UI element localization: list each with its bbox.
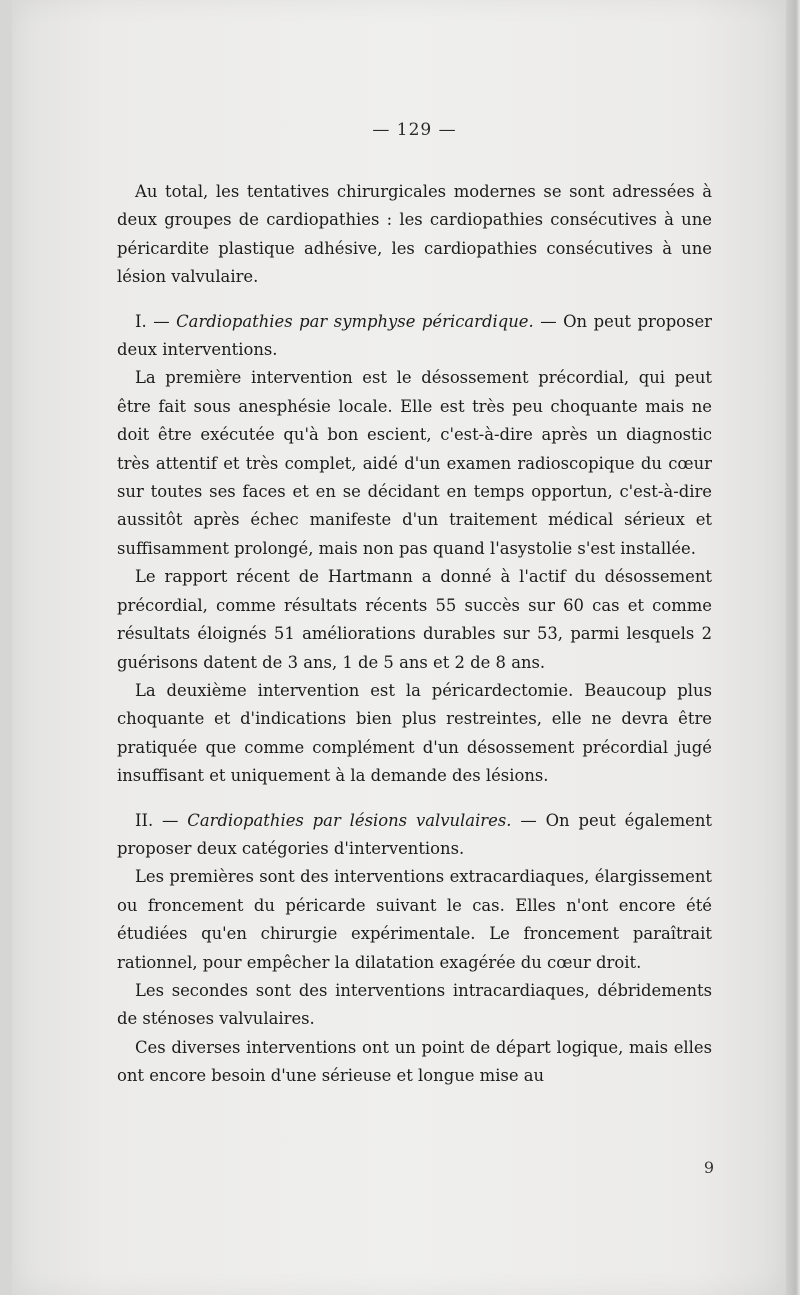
section-1-number: I. —	[135, 311, 177, 331]
section-2-lead: — On peut également proposer deux catégories d'interventions.	[117, 810, 712, 858]
paragraph-second-intervention: La deuxième intervention est la péricardectomie. Beaucoup plus choquante et d'indications bien plus restreintes, elle ne devra être pratiquée que comme complément d'un désossement précordial jugé insuffisant et uniquement à la demande des lésions.	[117, 680, 712, 786]
section-heading-1	[117, 308, 712, 365]
section-1-lead: — On peut proposer deux interventions.	[117, 311, 712, 360]
paragraph-first-intervention: La première intervention est le désossement précordial, qui peut être fait sous anesphésie locale. Elle est très peu choquante mais ne doit être exécutée qu'à bon escient, c'est-à-dire après un diagnostic très attentif et très complet, aidé d'un examen radioscopique du cœur sur toutes ses faces et en se décidant en temps opportun, c'est-à-dire aussitôt après échec manifeste d'un traitement médical sérieux et suffisamment prolongé, mais non pas quand l'asystolie s'est installée.	[117, 368, 712, 558]
section-2-title: Cardiopathies par lésions valvulaires.	[187, 810, 512, 830]
paragraph-conclusion: Ces diverses interventions ont un point de départ logique, mais elles ont encore besoin d'une sérieuse et longue mise au	[117, 1037, 712, 1086]
section-heading-2	[117, 807, 712, 864]
paragraph-hartmann-report: Le rapport récent de Hartmann a donné à l'actif du désossement précordial, comme résultats récents 55 succès sur 60 cas et comme résultats éloignés 51 améliorations durables sur 53, parmi lesquels 2 guérisons datent de 3 ans, 1 de 5 ans et 2 de 8 ans.	[117, 567, 712, 672]
page-number: — 129 —	[372, 120, 457, 140]
section-2-number: II. —	[135, 810, 188, 830]
section-1-title: Cardiopathies par symphyse péricardique.	[176, 311, 534, 331]
paragraph-intracardiac: Les secondes sont des interventions intracardiaques, débridements de sténoses valvulaires.	[117, 980, 712, 1029]
paragraph-intro: Au total, les tentatives chirurgicales modernes se sont adressées à deux groupes de cardiopathies : les cardiopathies consécutives à une péricardite plastique adhésive, les cardiopathies consécutives à une lésion valvulaire.	[117, 182, 712, 287]
page-body	[117, 120, 712, 1091]
page-edge-shadow	[786, 0, 800, 1295]
signature-mark: 9	[703, 1158, 714, 1177]
paragraph-extracardiac: Les premières sont des interventions extracardiaques, élargissement ou froncement du péricarde suivant le cas. Elles n'ont encore été étudiées qu'en chirurgie expérimentale. Le froncement paraîtrait rationnel, pour empêcher la dilatation exagérée du cœur droit.	[117, 867, 712, 972]
